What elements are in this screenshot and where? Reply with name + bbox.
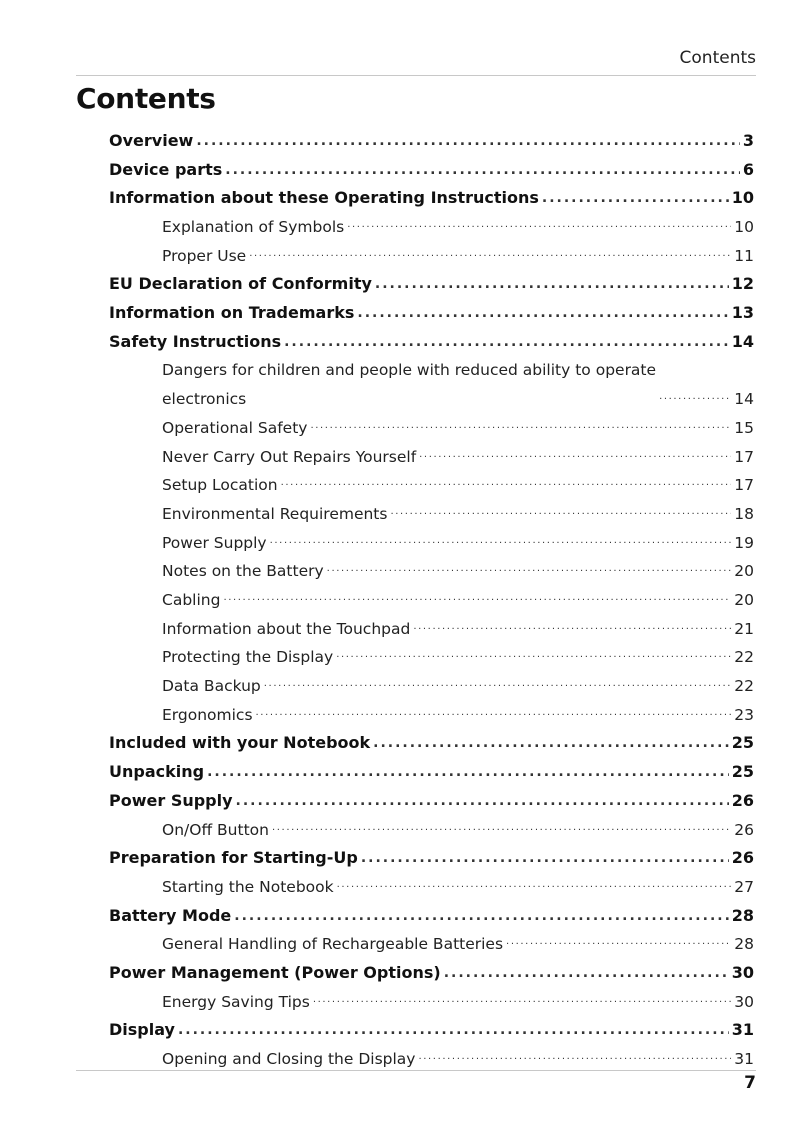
toc-section-entry <box>109 672 754 701</box>
toc-entry-page-number: 6 <box>742 159 754 179</box>
toc-section-entry <box>109 414 754 443</box>
toc-entry-title: Energy Saving Tips <box>162 992 310 1011</box>
toc-entry-page-number: 27 <box>734 877 754 896</box>
toc-dot-leader <box>196 127 740 156</box>
toc-entry-title: Never Carry Out Repairs Yourself <box>162 447 417 466</box>
toc-dot-leader <box>337 873 732 902</box>
toc-entry-page-number: 19 <box>734 533 754 552</box>
toc-entry-page-number: 14 <box>734 390 754 409</box>
toc-entry-title: Power Supply <box>109 790 233 810</box>
toc-entry-page-number: 17 <box>734 476 754 495</box>
toc-dot-leader <box>207 758 729 787</box>
toc-dot-leader <box>272 816 731 845</box>
toc-entry-page-number: 31 <box>734 1050 754 1068</box>
toc-dot-leader <box>413 615 731 644</box>
toc-chapter-entry <box>109 270 754 299</box>
toc-dot-leader <box>178 1016 729 1045</box>
toc-entry-title: Information about the Touchpad <box>162 619 411 638</box>
toc-dot-leader <box>506 930 731 959</box>
toc-entry-title: Information on Trademarks <box>109 303 355 323</box>
toc-entry-title: On/Off Button <box>162 820 269 839</box>
toc-dot-leader <box>270 529 732 558</box>
toc-entry-title: Proper Use <box>162 246 247 265</box>
toc-entry-title: General Handling of Rechargeable Batteries <box>162 935 504 954</box>
toc-dot-leader <box>264 672 732 701</box>
toc-entry-title: Explanation of Symbols <box>162 218 345 237</box>
toc-dot-leader <box>236 787 729 816</box>
toc-entry-title: Overview <box>109 130 194 150</box>
toc-entry-page-number: 15 <box>734 418 754 437</box>
toc-entry-title: Notes on the Battery <box>162 562 324 581</box>
toc-section-entry <box>109 816 754 845</box>
toc-dot-leader <box>357 299 728 328</box>
toc-section-entry <box>109 357 754 414</box>
toc-entry-page-number: 30 <box>734 992 754 1011</box>
toc-dot-leader <box>223 586 731 615</box>
toc-chapter-entry <box>109 184 754 213</box>
toc-dot-leader <box>542 184 729 213</box>
toc-entry-title: Safety Instructions <box>109 331 282 351</box>
toc-entry-title: Ergonomics <box>162 705 253 724</box>
toc-dot-leader <box>373 729 729 758</box>
toc-entry-title: Data Backup <box>162 677 261 696</box>
toc-dot-leader <box>444 959 729 988</box>
toc-section-entry <box>109 471 754 500</box>
toc-section-entry <box>109 242 754 271</box>
toc-entry-title: Protecting the Display <box>162 648 334 667</box>
toc-entry-title: Environmental Requirements <box>162 504 388 523</box>
toc-dot-leader <box>313 988 731 1017</box>
toc-chapter-entry <box>109 1016 754 1045</box>
toc-dot-leader <box>281 471 732 500</box>
toc-entry-title: Battery Mode <box>109 905 232 925</box>
toc-entry-page-number: 20 <box>734 562 754 581</box>
toc-dot-leader <box>234 902 728 931</box>
toc-section-entry <box>109 557 754 586</box>
toc-section-entry <box>109 443 754 472</box>
toc-entry-page-number: 18 <box>734 504 754 523</box>
toc-entry-page-number: 30 <box>731 962 754 982</box>
table-of-contents <box>109 127 754 1074</box>
toc-dot-leader <box>347 213 731 242</box>
toc-section-entry <box>109 586 754 615</box>
page-title: Contents <box>76 82 216 115</box>
toc-chapter-entry <box>109 156 754 185</box>
running-header: Contents <box>679 48 756 68</box>
toc-section-entry <box>109 615 754 644</box>
footer-divider <box>76 1070 756 1071</box>
toc-dot-leader <box>256 701 732 730</box>
toc-entry-title: Cabling <box>162 591 221 609</box>
toc-entry-title: Opening and Closing the Display <box>162 1050 416 1068</box>
toc-entry-page-number: 25 <box>731 762 754 782</box>
toc-chapter-entry <box>109 299 754 328</box>
toc-entry-page-number: 10 <box>734 218 754 237</box>
toc-chapter-entry <box>109 127 754 156</box>
toc-entry-title: Power Management (Power Options) <box>109 962 441 982</box>
toc-entry-title: Operational Safety <box>162 418 308 437</box>
toc-dot-leader <box>361 844 729 873</box>
toc-dot-leader <box>659 357 731 414</box>
toc-entry-page-number: 3 <box>742 130 754 150</box>
toc-entry-page-number: 26 <box>731 848 754 868</box>
page-number: 7 <box>744 1073 756 1093</box>
toc-entry-page-number: 22 <box>734 677 754 696</box>
toc-chapter-entry <box>109 729 754 758</box>
toc-entry-title: Power Supply <box>162 533 267 552</box>
toc-chapter-entry <box>109 844 754 873</box>
toc-section-entry <box>109 500 754 529</box>
toc-entry-page-number: 20 <box>734 591 754 609</box>
toc-chapter-entry <box>109 787 754 816</box>
toc-section-entry <box>109 873 754 902</box>
toc-entry-page-number: 13 <box>731 303 754 323</box>
toc-entry-title-continued: electronics <box>162 390 247 409</box>
toc-entry-title: Preparation for Starting-Up <box>109 848 358 868</box>
toc-dot-leader <box>375 270 729 299</box>
toc-chapter-entry <box>109 758 754 787</box>
toc-dot-leader <box>419 443 731 472</box>
toc-section-entry <box>109 930 754 959</box>
toc-entry-page-number: 21 <box>734 619 754 638</box>
toc-entry-title: Setup Location <box>162 476 278 495</box>
toc-chapter-entry <box>109 902 754 931</box>
toc-dot-leader <box>336 643 731 672</box>
toc-dot-leader <box>249 242 731 271</box>
toc-entry-title: Display <box>109 1020 175 1040</box>
toc-entry-title: EU Declaration of Conformity <box>109 274 372 294</box>
toc-entry-page-number: 10 <box>731 188 754 208</box>
toc-entry-title: Starting the Notebook <box>162 877 334 896</box>
toc-entry-title: Unpacking <box>109 762 205 782</box>
toc-dot-leader <box>225 156 740 185</box>
toc-entry-title: Included with your Notebook <box>109 733 371 753</box>
toc-entry-page-number: 23 <box>734 705 754 724</box>
toc-dot-leader <box>310 414 731 443</box>
toc-entry-title: Dangers for children and people with reduced ability to operate <box>162 361 657 380</box>
toc-entry-page-number: 17 <box>734 447 754 466</box>
toc-section-entry <box>109 988 754 1017</box>
toc-entry-page-number: 31 <box>731 1020 754 1040</box>
toc-entry-page-number: 28 <box>734 935 754 954</box>
toc-chapter-entry <box>109 959 754 988</box>
toc-entry-title: Device parts <box>109 159 223 179</box>
toc-section-entry <box>109 643 754 672</box>
toc-entry-title-block <box>162 356 656 413</box>
toc-section-entry <box>109 529 754 558</box>
toc-entry-page-number: 12 <box>731 274 754 294</box>
toc-entry-page-number: 28 <box>731 905 754 925</box>
toc-entry-page-number: 14 <box>731 331 754 351</box>
toc-entry-page-number: 25 <box>731 733 754 753</box>
toc-dot-leader <box>390 500 731 529</box>
toc-dot-leader <box>284 328 729 357</box>
toc-section-entry <box>109 213 754 242</box>
toc-entry-page-number: 22 <box>734 648 754 667</box>
toc-entry-page-number: 11 <box>734 246 754 265</box>
toc-dot-leader <box>327 557 732 586</box>
toc-entry-page-number: 26 <box>731 790 754 810</box>
header-divider <box>76 75 756 76</box>
toc-entry-page-number: 26 <box>734 820 754 839</box>
toc-section-entry <box>109 701 754 730</box>
toc-chapter-entry <box>109 328 754 357</box>
toc-entry-title: Information about these Operating Instructions <box>109 188 539 208</box>
